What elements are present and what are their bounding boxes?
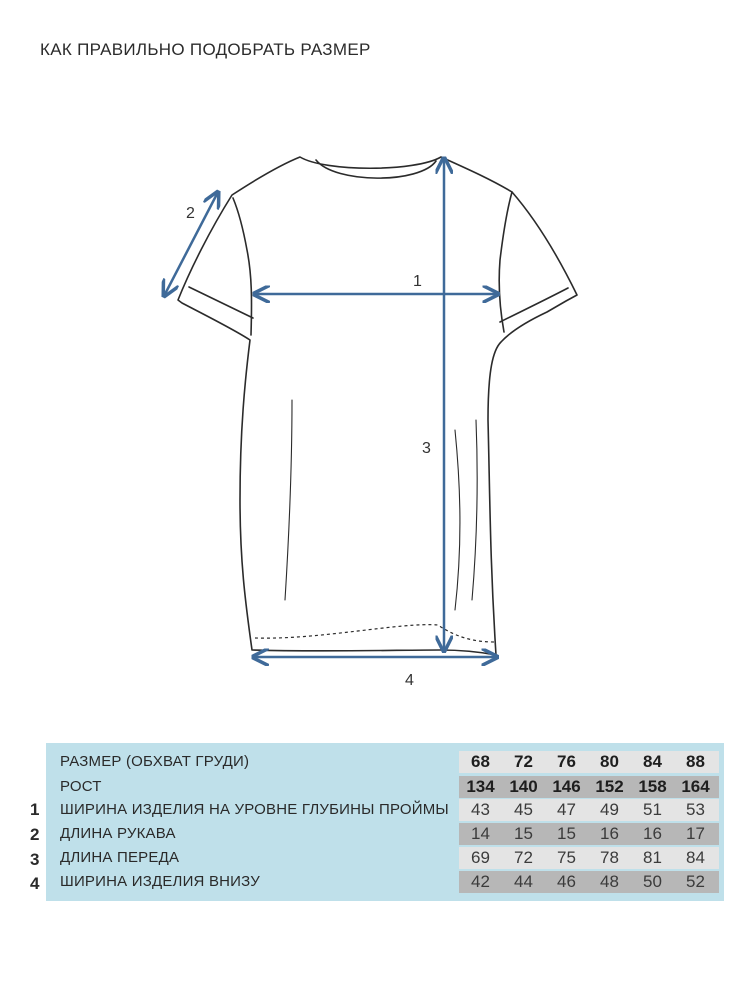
table-header-row <box>46 751 724 773</box>
page-title: КАК ПРАВИЛЬНО ПОДОБРАТЬ РАЗМЕР <box>40 40 371 59</box>
row-value: 51 <box>643 800 662 819</box>
row-value: 50 <box>643 872 662 891</box>
row-value: 52 <box>686 872 705 891</box>
row-value: 43 <box>471 800 490 819</box>
row-label: ШИРИНА ИЗДЕЛИЯ НА УРОВНЕ ГЛУБИНЫ ПРОЙМЫ <box>60 801 449 818</box>
label-3: 3 <box>422 440 431 457</box>
size-label: РАЗМЕР (ОБХВАТ ГРУДИ) <box>60 753 250 770</box>
height-value: 140 <box>509 777 538 796</box>
row-number-4: 4 <box>30 874 40 893</box>
row-value: 42 <box>471 872 490 891</box>
height-value: 158 <box>638 777 667 796</box>
height-value: 146 <box>552 777 581 796</box>
row-value: 84 <box>686 848 705 867</box>
table-row <box>46 799 724 821</box>
row-value: 53 <box>686 800 705 819</box>
row-value: 49 <box>600 800 619 819</box>
row-value: 14 <box>471 824 490 843</box>
label-1: 1 <box>413 273 422 290</box>
row-value: 69 <box>471 848 490 867</box>
row-values <box>459 799 719 821</box>
row-number-2: 2 <box>30 825 40 844</box>
row-number-3: 3 <box>30 850 40 869</box>
row-value: 46 <box>557 872 576 891</box>
row-label: ШИРИНА ИЗДЕЛИЯ ВНИЗУ <box>60 873 260 890</box>
row-value: 72 <box>514 848 533 867</box>
label-2: 2 <box>186 205 195 222</box>
row-value: 45 <box>514 800 533 819</box>
row-value: 16 <box>643 824 662 843</box>
row-value: 48 <box>600 872 619 891</box>
row-values <box>459 847 719 869</box>
row-value: 81 <box>643 848 662 867</box>
label-4: 4 <box>405 672 414 689</box>
table-row <box>46 847 724 869</box>
size-table <box>46 743 724 901</box>
size-value: 76 <box>557 752 576 771</box>
row-value: 47 <box>557 800 576 819</box>
row-values <box>459 871 719 893</box>
height-value: 152 <box>595 777 624 796</box>
height-label: РОСТ <box>60 778 102 795</box>
row-value: 78 <box>600 848 619 867</box>
row-label: ДЛИНА РУКАВА <box>60 825 176 842</box>
table-height-row <box>46 776 724 798</box>
tshirt-outline <box>178 157 577 655</box>
row-value: 16 <box>600 824 619 843</box>
row-number-1: 1 <box>30 800 40 819</box>
table-row <box>46 871 724 893</box>
height-value: 134 <box>466 777 495 796</box>
row-value: 15 <box>514 824 533 843</box>
hem-stitching <box>255 625 495 642</box>
size-value: 68 <box>471 752 490 771</box>
row-value: 75 <box>557 848 576 867</box>
size-value: 80 <box>600 752 619 771</box>
row-label: ДЛИНА ПЕРЕДА <box>60 849 180 866</box>
row-value: 17 <box>686 824 705 843</box>
table-row <box>46 823 724 845</box>
row-value: 44 <box>514 872 533 891</box>
height-values <box>459 776 719 798</box>
size-values <box>459 751 719 773</box>
row-value: 15 <box>557 824 576 843</box>
size-value: 84 <box>643 752 662 771</box>
size-value: 72 <box>514 752 533 771</box>
size-value: 88 <box>686 752 705 771</box>
height-value: 164 <box>681 777 710 796</box>
row-values <box>459 823 719 845</box>
